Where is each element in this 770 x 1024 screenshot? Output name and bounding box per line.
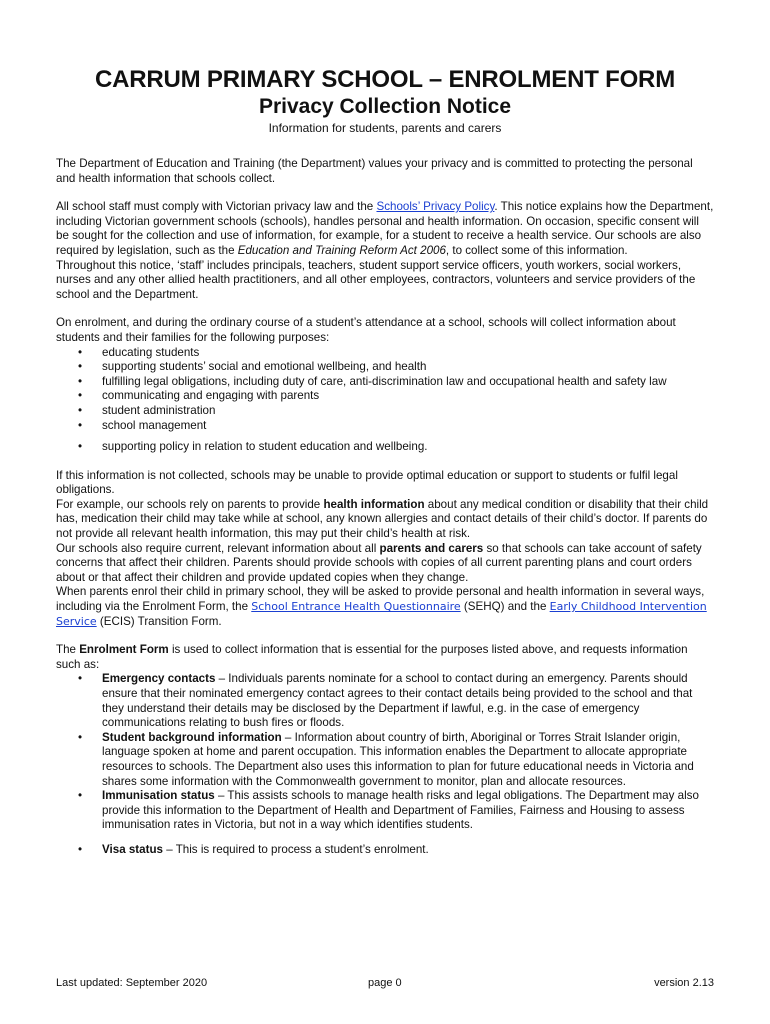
item-term: Student background information — [102, 730, 282, 744]
bullet: • — [78, 403, 83, 417]
purposes-list — [56, 346, 714, 455]
consequence-paragraph-3 — [56, 542, 714, 586]
bullet: • — [78, 345, 83, 359]
sehq-link[interactable]: School Entrance Health Questionnaire — [251, 600, 461, 614]
purposes-lead: On enrolment, and during the ordinary course of a student’s attendance at a school, schools will collect information about students and their families for the following purposes: — [56, 316, 676, 344]
intro-paragraph-3: Throughout this notice, ‘staff’ includes principals, teachers, student support service officers, youth workers, social workers, nurses and any other allied health practitioners, and all other employees, contractors, volunteers and service providers of the school and the Department. — [56, 258, 696, 301]
purpose-text: supporting policy in relation to student education and wellbeing. — [102, 440, 428, 454]
list-item — [56, 672, 714, 730]
consequence-paragraph-2 — [56, 498, 714, 542]
item-text: – Individuals parents nominate for a school to contact during an emergency. Parents should ensure that their nominated emergency contact agrees to their contact details being provided to the school and that they understand their details may be disclosed by the Department if lawful, e.g. in the case of emergency communications relating to bush fires or floods. — [102, 672, 693, 730]
bullet: • — [78, 789, 83, 803]
version-label: version 2.13 — [654, 977, 714, 989]
notice-tagline: Information for students, parents and carers — [268, 121, 502, 135]
list-item — [56, 404, 714, 419]
bullet: • — [78, 360, 83, 374]
bullet: • — [78, 418, 83, 432]
act-title: Education and Training Reform Act 2006 — [237, 243, 446, 257]
consequence-paragraph-1: If this information is not collected, schools may be unable to provide optimal education or support to students or fulfil legal obligations. — [56, 468, 678, 497]
ecis-link[interactable]: Early Childhood Intervention Service — [56, 600, 707, 628]
bullet: • — [78, 842, 83, 856]
list-item — [56, 389, 714, 404]
item-text: – Information about country of birth, Aboriginal or Torres Strait Islander origin, language spoken at home and parent occupation. This information enables the Department to allocate appropriate resources to schools. The Department also uses this information to plan for future educational needs in Victoria and shares some information with the Commonwealth government to monitor, plan and allocate resources. — [102, 730, 694, 788]
list-item — [56, 440, 714, 455]
item-term: Emergency contacts — [102, 672, 216, 686]
intro-text-c: , to collect some of this information. — [445, 243, 628, 257]
text: so that schools can take account of safety concerns that affect their children. Parents should provide schools with copies of all current parenting plans and court orders about or that affect their children and provide updated copies when they change. — [56, 541, 702, 584]
item-term: Visa status — [102, 842, 164, 856]
purpose-text: student administration — [102, 403, 216, 417]
list-item — [56, 843, 714, 858]
text: is used to collect information that is essential for the purposes listed above, and requests information such as: — [56, 643, 688, 671]
purpose-text: fulfilling legal obligations, including duty of care, anti-discrimination law and occupational health and safety law — [102, 374, 667, 388]
text: (SEHQ) and the — [460, 600, 550, 614]
purpose-text: supporting students’ social and emotional wellbeing, and health — [102, 360, 427, 374]
intro-text-b: . This notice explains how the Department, including Victorian government schools (schools), handles personal and health information. On occasion, specific consent will be sought for the collection and use of information, for example, for a student to receive a health service. Our schools are also required by legislation, such as the — [56, 200, 714, 257]
list-item — [56, 375, 714, 390]
text: When parents enrol their child in primary school, they will be asked to provide personal and health information in several ways, including via the Enrolment Form, the — [56, 585, 705, 614]
list-item — [56, 789, 714, 833]
form-title: CARRUM PRIMARY SCHOOL – ENROLMENT FORM — [95, 66, 675, 93]
bullet: • — [78, 374, 83, 388]
text: (ECIS) Transition Form. — [96, 614, 222, 628]
health-info-term: health information — [323, 497, 425, 511]
list-item — [56, 419, 714, 434]
enrolment-info-list — [56, 672, 714, 857]
text: For example, our schools rely on parents to provide — [56, 497, 324, 511]
enrolment-lead — [56, 643, 714, 672]
bullet: • — [78, 389, 83, 403]
notice-title: Privacy Collection Notice — [258, 95, 512, 118]
consequence-paragraph-4 — [56, 585, 714, 629]
page-number: page 0 — [368, 977, 402, 989]
enrolment-form-term: Enrolment Form — [79, 643, 169, 657]
item-text: – This is required to process a student’s enrolment. — [163, 842, 429, 856]
privacy-policy-link[interactable]: Schools’ Privacy Policy — [376, 200, 495, 214]
intro-text-a: All school staff must comply with Victorian privacy law and the — [56, 200, 377, 214]
list-item — [56, 731, 714, 789]
bullet: • — [78, 440, 83, 454]
item-term: Immunisation status — [102, 789, 215, 803]
purpose-text: communicating and engaging with parents — [102, 389, 320, 403]
purpose-text: school management — [102, 418, 207, 432]
item-text: – This assists schools to manage health risks and legal obligations. The Department may also provide this information to the Department of Health and Department of Families, Fairness and Housing to assess immunisation rates in Victoria, but not in a way which identifies students. — [102, 789, 699, 832]
text: Our schools also require current, relevant information about all — [56, 541, 380, 555]
purpose-text: educating students — [102, 345, 200, 359]
parents-carers-term: parents and carers — [379, 541, 484, 555]
list-item — [56, 360, 714, 375]
text: about any medical condition or disability that their child has, medication their child may take while at school, any known allergies and contact details of their child’s doctor. If parents do not provide all relevant health information, this may put their child’s health at risk. — [56, 497, 709, 541]
page-footer — [56, 977, 714, 989]
text: The — [56, 643, 80, 657]
last-updated: Last updated: September 2020 — [56, 977, 208, 989]
bullet: • — [78, 730, 83, 744]
intro-paragraph-1: The Department of Education and Training (the Department) values your privacy and is committed to protecting the personal and health information that schools collect. — [56, 157, 693, 185]
list-item — [56, 346, 714, 361]
intro-paragraph-2 — [56, 200, 714, 258]
bullet: • — [78, 672, 83, 686]
